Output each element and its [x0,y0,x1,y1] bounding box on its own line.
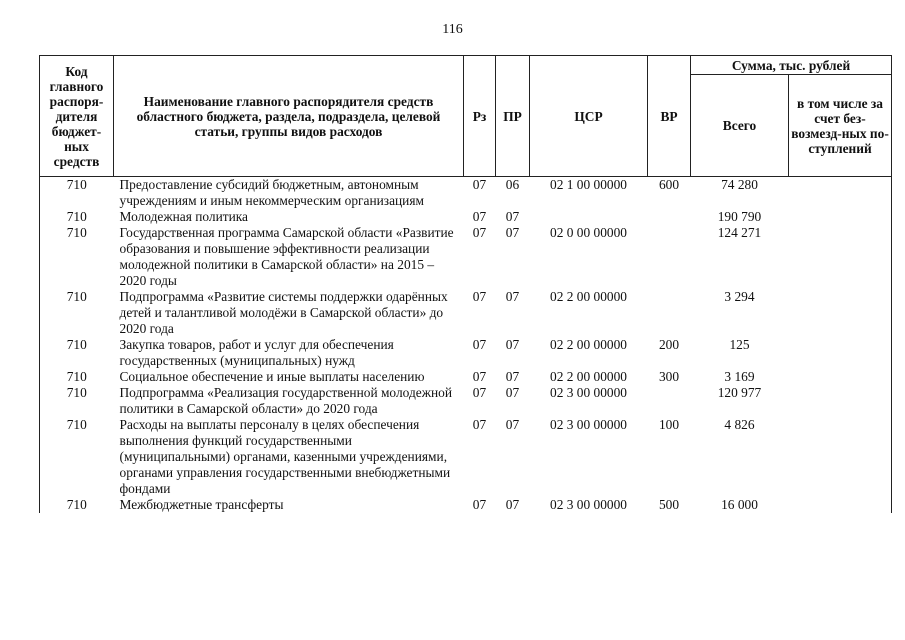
cell-free [789,337,892,369]
header-csr: ЦСР [530,56,648,177]
cell-total: 4 826 [724,417,755,432]
cell-pr: 07 [505,289,520,304]
cell-pr: 07 [505,385,520,400]
cell-csr: 02 2 00 00000 [550,369,627,384]
cell-code: 710 [40,385,114,417]
table-row [40,209,892,225]
cell-total: 190 790 [717,209,762,224]
cell-code: 710 [40,369,114,385]
cell-code: 710 [40,177,114,210]
cell-pr: 06 [505,177,520,192]
cell-csr: 02 1 00 00000 [550,177,627,192]
cell-name: Молодежная политика [119,209,249,224]
cell-rz: 07 [472,369,487,384]
cell-vr [648,225,691,289]
cell-code: 710 [40,225,114,289]
cell-pr: 07 [505,417,520,432]
table-row [40,337,892,369]
header-name: Наименование главного распорядителя средств областного бюджета, раздела, подраздела, целевой статьи, группы видов расходов [114,56,464,177]
header-sum: Сумма, тыс. рублей [691,56,892,75]
cell-code: 710 [40,337,114,369]
cell-name: Предоставление субсидий бюджетным, автономным учреждениям и иным некоммерческим организациям [119,177,424,208]
cell-total: 120 977 [717,385,762,400]
cell-name: Межбюджетные трансферты [119,497,284,512]
cell-name: Социальное обеспечение и иные выплаты населению [119,369,425,384]
cell-rz: 07 [472,417,487,432]
cell-free [789,209,892,225]
cell-code: 710 [40,289,114,337]
budget-table [39,55,892,513]
cell-rz: 07 [472,177,487,192]
header-vr: ВР [648,56,691,177]
table-row [40,497,892,513]
cell-csr: 02 2 00 00000 [550,337,627,352]
cell-csr: 02 3 00 00000 [550,385,627,400]
cell-name: Подпрограмма «Реализация государственной молодежной политики в Самарской области» до 2020 года [119,385,452,416]
cell-vr: 100 [658,417,680,432]
table-row [40,177,892,210]
cell-csr: 02 2 00 00000 [550,289,627,304]
cell-rz: 07 [472,209,487,224]
header-rz: Рз [464,56,496,177]
cell-csr [530,209,648,225]
cell-total: 3 169 [724,369,755,384]
cell-free [789,289,892,337]
cell-name: Государственная программа Самарской области «Развитие образования и повышение эффективности реализации молодежной политики в Самарской области» на 2015 – 2020 годы [119,225,454,288]
cell-free [789,417,892,497]
table-row [40,417,892,497]
header-code: Код главного распоря-дителя бюджет-ных средств [40,56,114,177]
cell-free [789,369,892,385]
cell-total: 124 271 [717,225,762,240]
table-row [40,225,892,289]
cell-vr [648,289,691,337]
page-number: 116 [442,22,463,37]
cell-csr: 02 3 00 00000 [550,417,627,432]
table-row [40,289,892,337]
cell-code: 710 [40,209,114,225]
cell-total: 74 280 [721,177,758,192]
cell-pr: 07 [505,209,520,224]
cell-code: 710 [40,417,114,497]
cell-free [789,497,892,513]
cell-pr: 07 [505,225,520,240]
table-row [40,385,892,417]
cell-total: 3 294 [724,289,755,304]
cell-vr: 300 [658,369,680,384]
cell-csr: 02 3 00 00000 [550,497,627,512]
cell-total: 16 000 [721,497,758,512]
cell-vr: 500 [658,497,680,512]
cell-name: Закупка товаров, работ и услуг для обеспечения государственных (муниципальных) нужд [119,337,394,368]
cell-vr [648,209,691,225]
cell-free [789,177,892,210]
cell-name: Расходы на выплаты персоналу в целях обеспечения выполнения функций государственными (муниципальными) органами, казенными учреждениями, органами управления государственными внебюджетными фондами [119,417,451,496]
cell-pr: 07 [505,369,520,384]
table-body [40,177,892,514]
table-header [40,56,892,177]
cell-pr: 07 [505,337,520,352]
header-total: Всего [691,75,789,177]
cell-rz: 07 [472,337,487,352]
cell-free [789,225,892,289]
cell-name: Подпрограмма «Развитие системы поддержки одарённых детей и талантливой молодёжи в Самарской области» до 2020 года [119,289,448,336]
cell-rz: 07 [472,385,487,400]
header-free: в том числе за счет без-возмезд-ных по-ступлений [789,75,892,177]
cell-rz: 07 [472,225,487,240]
cell-vr [648,385,691,417]
cell-rz: 07 [472,497,487,512]
cell-code: 710 [40,497,114,513]
cell-rz: 07 [472,289,487,304]
table-row [40,369,892,385]
cell-pr: 07 [505,497,520,512]
cell-free [789,385,892,417]
cell-total: 125 [729,337,750,352]
cell-csr: 02 0 00 00000 [550,225,627,240]
cell-vr: 200 [658,337,680,352]
cell-vr: 600 [658,177,680,192]
header-pr: ПР [496,56,530,177]
